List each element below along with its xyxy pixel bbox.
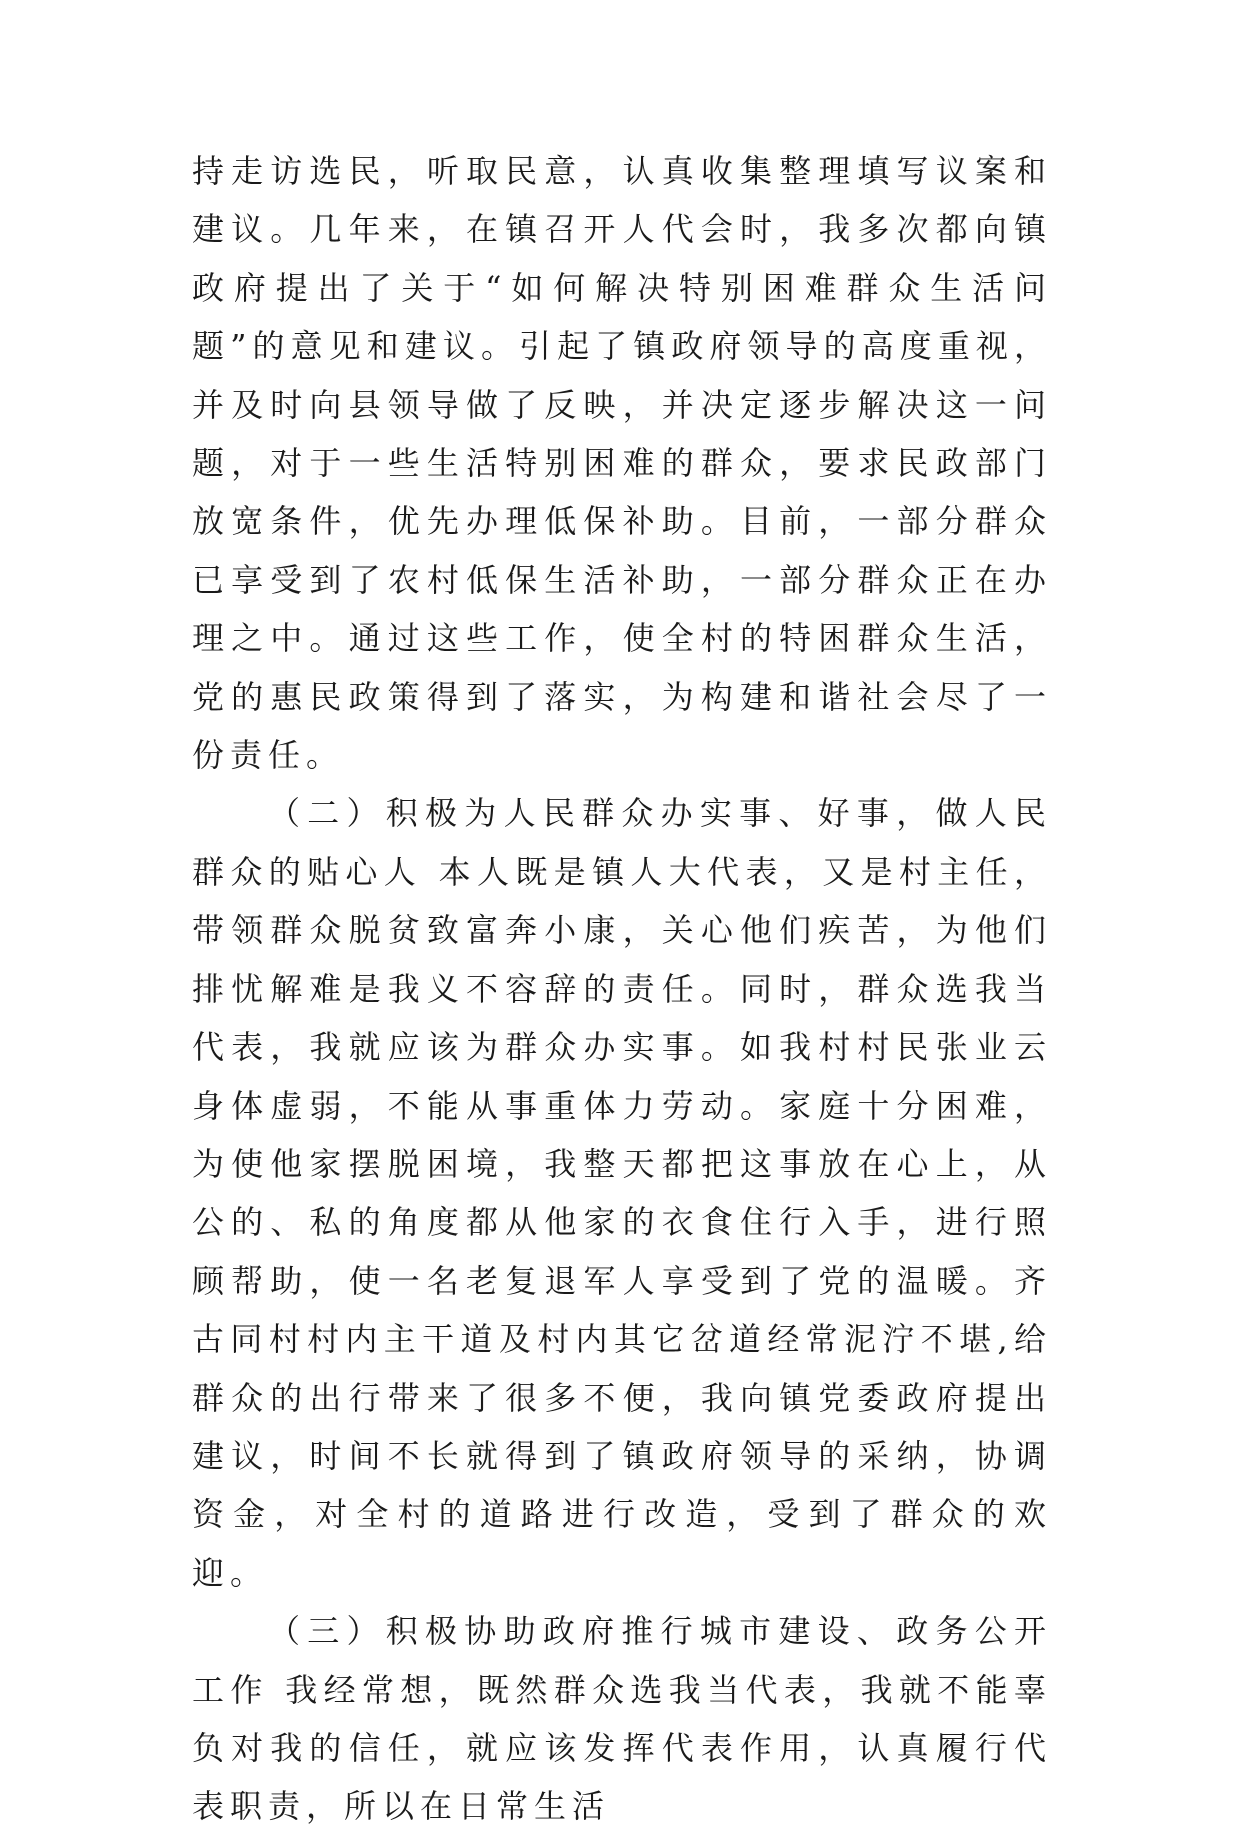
paragraph-1: 持走访选民，听取民意，认真收集整理填写议案和建议。几年来，在镇召开人代会时，我多次都向镇政府提出了关于“如何解决特别困难群众生活问题”的意见和建议。引起了镇政府领导的高度重视，并及时向县领导做了反映，并决定逐步解决这一问题，对于一些生活特别困难的群众，要求民政部门放宽条件，优先办理低保补助。目前，一部分群众已享受到了农村低保生活补助，一部分群众正在办理之中。通过这些工作，使全村的特困群众生活，党的惠民政策得到了落实，为构建和谐社会尽了一份责任。 [192,152,1052,775]
paragraph-2: （二）积极为人民群众办实事、好事，做人民群众的贴心人 本人既是镇人大代表，又是村主任，带领群众脱贫致富奔小康，关心他们疾苦，为他们排忧解难是我义不容辞的责任。同时，群众选我当代表，我就应该为群众办实事。如我村村民张业云身体虚弱，不能从事重体力劳动。家庭十分困难，为使他家摆脱困境，我整天都把这事放在心上，从公的、私的角度都从他家的衣食住行入手，进行照顾帮助，使一名老复退军人享受到了党的温暖。齐古同村村内主干道及村内其它岔道经常泥泞不堪,给群众的出行带来了很多不便，我向镇党委政府提出建议，时间不长就得到了镇政府领导的采纳，协调资金，对全村的道路进行改造，受到了群众的欢迎。 [192,794,1052,1592]
document-body [192,142,1052,1836]
paragraph-3: （三）积极协助政府推行城市建设、政务公开工作 我经常想，既然群众选我当代表，我就不能辜负对我的信任，就应该发挥代表作用，认真履行代表职责，所以在日常生活 [192,1612,1052,1826]
